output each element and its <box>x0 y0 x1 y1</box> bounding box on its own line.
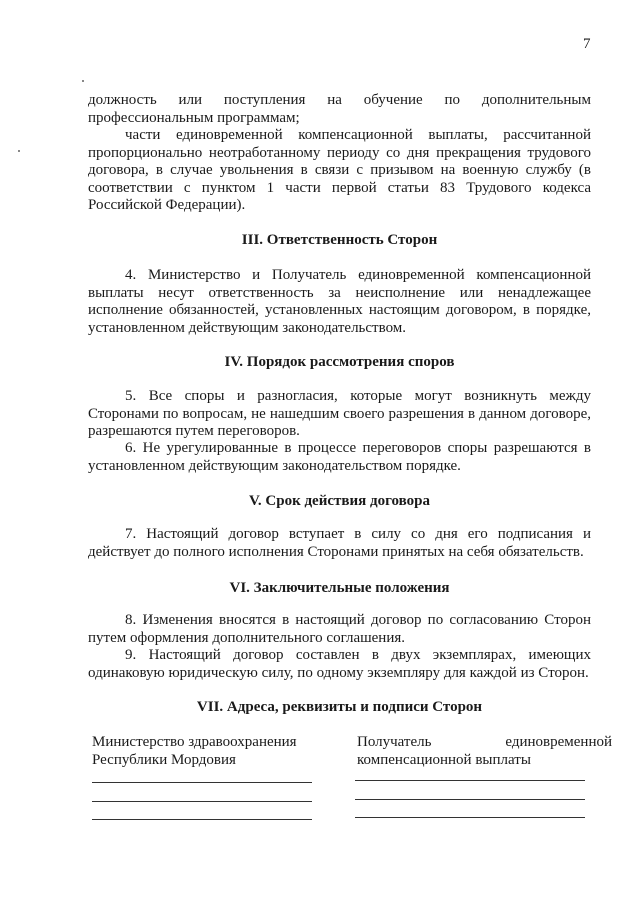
scan-mark <box>82 80 84 82</box>
paragraph-9: 9. Настоящий договор составлен в двух экземплярах, имеющих одинаковую юридическую силу, по одному экземпляру для каждой из Сторон. <box>88 647 591 681</box>
signature-block-recipient <box>357 733 612 769</box>
page-number: 7 <box>583 36 591 52</box>
section-heading-term: V. Срок действия договора <box>249 493 430 509</box>
signature-line <box>92 782 312 783</box>
signature-line <box>355 817 585 818</box>
paragraph-4: 4. Министерство и Получатель единовременной компенсационной выплаты несут ответственность за неисполнение или ненадлежащее исполнение обязанностей, установленных настоящим договором, в порядке, установленном действующим законодательством. <box>88 267 591 336</box>
paragraph-8: 8. Изменения вносятся в настоящий договор по согласованию Сторон путем оформления дополнительного соглашения. <box>88 612 591 646</box>
signature-line <box>92 819 312 820</box>
section-heading-final: VI. Заключительные положения <box>229 580 450 596</box>
paragraph-compensation-part: части единовременной компенсационной выплаты, рассчитанной пропорционально неотработанному периоду со дня прекращения трудового договора, в случае увольнения в связи с призывом на военную службу (в соответствии с пунктом 1 части первой статьи 83 Трудового кодекса Российской Федерации). <box>88 127 591 213</box>
paragraph-continuation: должность или поступления на обучение по дополнительным профессиональным программам; <box>88 92 591 126</box>
signature-line <box>92 801 312 802</box>
scan-mark <box>18 150 20 152</box>
paragraph-7: 7. Настоящий договор вступает в силу со дня его подписания и действует до полного исполнения Сторонами принятых на себя обязательств. <box>88 526 591 560</box>
ministry-label: Министерство здравоохранения Республики Мордовия <box>92 734 297 768</box>
section-heading-responsibility: III. Ответственность Сторон <box>241 232 438 248</box>
section-heading-signatures: VII. Адреса, реквизиты и подписи Сторон <box>196 699 483 715</box>
paragraph-5: 5. Все споры и разногласия, которые могут возникнуть между Сторонами по вопросам, не нашедшим своего разрешения в данном договоре, разрешаются путем переговоров. <box>88 388 591 439</box>
signature-line <box>355 799 585 800</box>
recipient-label: Получатель единовременной компенсационной выплаты <box>357 734 612 768</box>
signature-block-ministry <box>92 733 312 769</box>
signature-line <box>355 780 585 781</box>
paragraph-6: 6. Не урегулированные в процессе переговоров споры разрешаются в установленном действующим законодательством порядке. <box>88 440 591 474</box>
section-heading-disputes: IV. Порядок рассмотрения споров <box>224 354 455 370</box>
